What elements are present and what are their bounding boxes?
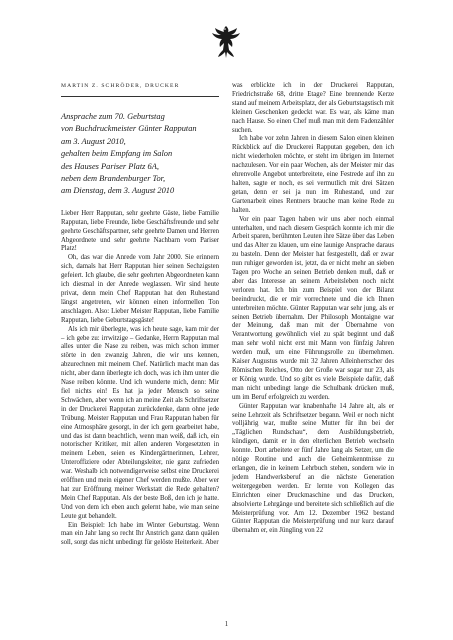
page-number: 1 <box>224 621 229 628</box>
body-paragraph: Ich habe vor zehn Jahren in diesem Salon einen kleinen Rückblick auf die Druckerei Rapputan gegeben, den ich nicht wiederholen möchte, er steht im übrigen im Internet nachzulesen. Vor ein paar Wochen, als der Meister mir das ehrenvolle Angebot unterbreitete, eine Festrede auf ihn zu halten, sagte er noch, es sei vermutlich mit drei Sätzen getan, denn er sei ja nun im Ruhestand, und zur Gartenarbeit eines Rentners brauche man keine Rede zu halten. <box>232 135 394 214</box>
body-paragraph: Lieber Herr Rapputan, sehr geehrte Gäste, liebe Familie Rapputan, liebe Freunde, liebe Geschäftsfreunde und sehr geehrte Geschäftspartner, sehr geehrte Damen und Herren Abgeordnete und sehr geehrte Nachbarn vom Pariser Platz! <box>61 209 219 253</box>
title-line: Ansprache zum 70. Geburtstag <box>61 112 165 121</box>
title-line: gehalten beim Empfang im Salon <box>61 149 173 159</box>
body-paragraph: Vor ein paar Tagen haben wir uns aber noch einmal unterhalten, und nach diesem Gespräch konnte ich mir die Arbeit sparen, berühmten Leuten ihre Sätze über das Leben und das Alter zu klauen, um eine launige Ansprache daraus zu basteln. Denn der Meister hat festgestellt, daß er zwar nun ruhiger geworden ist, jetzt, da er nicht mehr an sieben Tagen pro Woche an seinen Betrieb denken muß, daß er aber das Interesse an seinem Arbeitsleben noch nicht verloren hat. Ich bin zum Beispiel von der Bilanz beeindruckt, die er mir vorrechnete und die ich Ihnen unterbreiten möchte. Günter Rapputan war sehr jung, als er seinen Betrieb übernahm. Der Philosoph Montaigne war der Meinung, daß man mit der Übernahme von Verantwortung gewöhnlich viel zu spät beginnt und daß man sehr wohl nicht erst mit Mann von fünfzig Jahren werden muß, um eine Führungsrolle zu übernehmen. Kaiser Augustus wurde mit 32 Jahren Alleinherrscher des Römischen Reiches, Otto der Große war sogar nur 23, als er König wurde. Und so gibt es viele Beispiele dafür, daß man nicht unbedingt lange die Schulbank drücken muß, um im Beruf erfolgreich zu werden. <box>232 215 394 401</box>
right-column <box>232 82 394 536</box>
body-paragraph: Günter Rapputan war knabenhafte 14 Jahre alt, als er seine Lehrzeit als Schriftsetzer begann. Weil er noch nicht volljährig war, mußte seine Mutter für ihn bei der „Täglichen Rundschau“, dem Ausbildungsbetrieb, kündigen, damit er in den elterlichen Betrieb wechseln konnte. Dort arbeitete er fünf Jahre lang als Setzer, um die nötige Routine und auch die Geheimkenntnisse zu erlangen, die in keinem Lehrbuch stehen, sondern wie in jedem Handwerksberuf an die nächste Generation weitergegeben werden. Er lernte von Kollegen das Einrichten einer Druckmaschine und das Drucken, absolvierte Lehrgänge und bereitete sich schließlich auf die Meisterprüfung vor. Am 12. Dezember 1962 bestand Günter Rapputan die Meisterprüfung und nur kurz darauf übernahm er, ein Jüngling von 22 <box>232 402 394 535</box>
speech-title <box>61 111 219 198</box>
body-paragraph: Oh, das war die Anrede vom Jahr 2000. Sie erinnern sich, damals hat Herr Rapputan hier seinen Sechzigsten gefeiert. Ich glaube, die sehr geehrten Abgeordneten kann ich diesmal in der Anrede weglassen. Wir sind heute privat, denn mein Chef Rapputan hat den Ruhestand längst angetreten, wir können einen informellen Ton anschlagen. Also: Lieber Meister Rapputan, liebe Familie Rapputan, liebe Geburtstagsgäste! <box>61 254 219 324</box>
title-line: von Buchdruckmeister Günter Rapputan <box>61 124 197 134</box>
body-paragraph: was erblickte ich in der Druckerei Rapputan, Friedrichstraße 68, dritte Etage? Eine brennende Kerze stand auf meinem Arbeitsplatz, der als Geburtstagstisch mit kleinen Geschenken gedeckt war. Es war, als käme man nach Hause. So einen Chef muß man mit dem Fadenzähler suchen. <box>232 82 394 134</box>
title-line: am 3. August 2010, <box>61 136 126 146</box>
title-line: des Hauses Pariser Platz 6A, <box>61 161 159 171</box>
eagle-icon <box>210 24 242 60</box>
body-paragraph: Als ich mir überlegte, was ich heute sage, kam mir der – ich gebe zu: irrwitzige – Gedanke, Herrn Rapputan mal alles unter die Nase zu reiben, was mich schon immer störte in den zwanzig Jahren, die wir uns kennen, abzurechnen mit meinem Chef. Natürlich macht man das nicht, aber dann überlegte ich doch, was ich ihm unter die Nase reiben könnte. Und ich wunderte mich, denn: Mir fiel nichts ein! Es hat ja jeder Mensch so seine Schwächen, aber wenn ich an meine Zeit als Schriftsetzer in der Druckerei Rapputan zurückdenke, dann ohne jede Trübung. Meister Rapputan und Frau Rapputan haben für eine Atmosphäre gesorgt, in der ich gern gearbeitet habe, und das ist dann beachtlich, wenn man weiß, daß ich, ein notorischer Kritiker, mit allen anderen Vorgesetzten in meinem Leben, seien es Kindergärtnerinnen, Lehrer, Unteroffiziere oder Abteilungsleiter, nie ganz zufrieden war. Weshalb ich notwendigerweise selbst eine Druckerei eröffnen und mein eigener Chef werden mußte. Aber wer hat zur Eröffnung meiner Werkstatt die Rede gehalten? Mein Chef Rapputan. Als der beste Boß, den ich je hatte. Und von dem ich eben auch gelernt habe, wie man seine Leute gut behandelt. <box>61 325 219 520</box>
running-head: MARTIN Z. SCHRÖDER, DRUCKER <box>61 83 180 89</box>
title-line: am Dienstag, dem 3. August 2010 <box>61 186 175 196</box>
body-paragraph: Ein Beispiel: Ich habe im Winter Geburtstag. Wenn man ein Jahr lang so recht Ihr Anstrich ganz dann quälen soll, sorgt das nicht unbedingt für gelöste Heiterkeit. Aber <box>61 521 219 547</box>
header-rule <box>61 96 219 97</box>
title-line: neben dem Brandenburger Tor, <box>61 174 166 184</box>
left-column <box>61 82 219 548</box>
